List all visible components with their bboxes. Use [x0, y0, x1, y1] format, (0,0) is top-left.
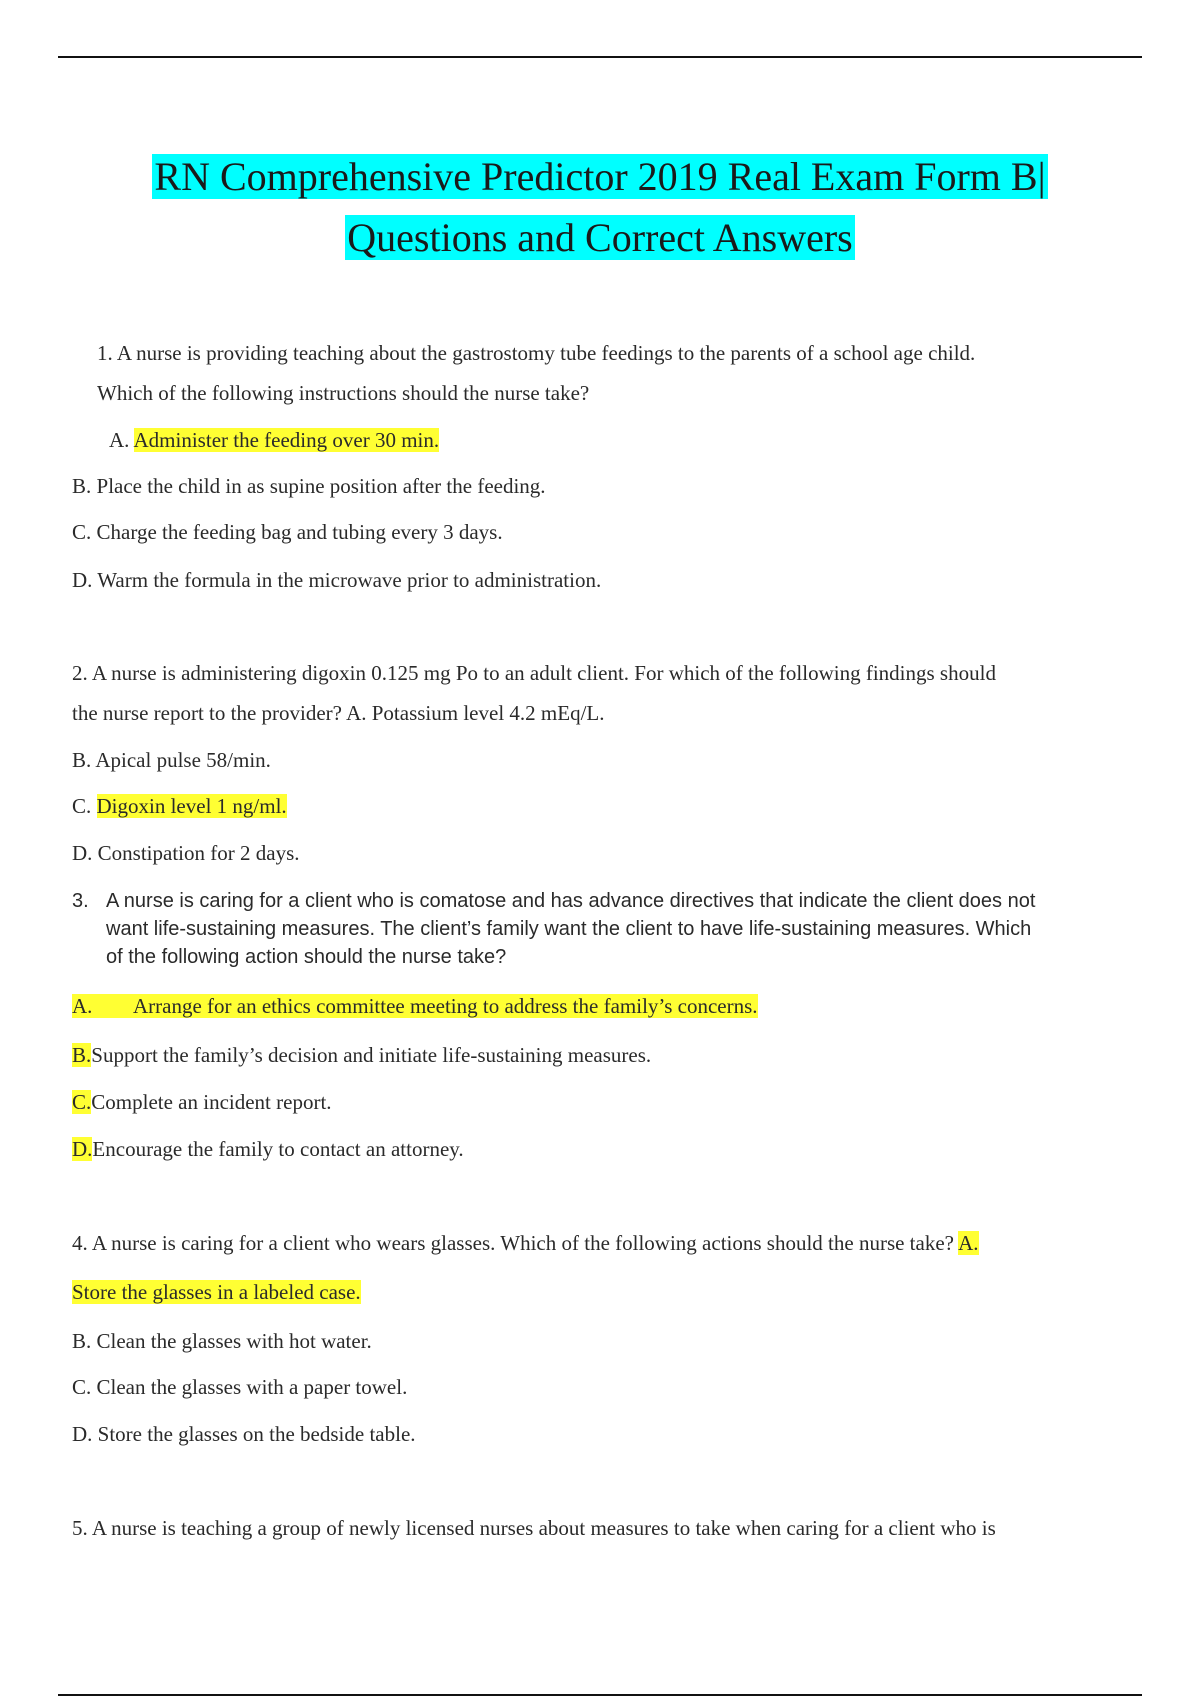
q1-stem-line-1: 1. A nurse is providing teaching about the gastrostomy tube feedings to the parents of a school age child. — [97, 341, 976, 365]
q4-option-b — [72, 1327, 372, 1355]
q2-option-b — [72, 746, 271, 774]
q1-stem-line-2: Which of the following instructions should the nurse take? — [97, 381, 590, 405]
option-letter: B. — [72, 474, 92, 498]
option-text: Store the glasses on the bedside table. — [97, 1422, 416, 1446]
bottom-rule — [58, 1694, 1142, 1696]
option-text: Clean the glasses with a paper towel. — [96, 1375, 408, 1399]
q4-option-d — [72, 1420, 416, 1448]
document-title — [0, 146, 1200, 268]
q5-stem-line-1: 5. A nurse is teaching a group of newly licensed nurses about measures to take when caring for a client who is — [72, 1516, 996, 1540]
option-letter: D. — [72, 841, 93, 865]
answer-text-highlighted: Store the glasses in a labeled case. — [72, 1280, 361, 1304]
q1-option-d — [72, 566, 601, 594]
q3-option-c — [72, 1088, 332, 1116]
q3-option-d — [72, 1135, 464, 1163]
q1-option-a — [109, 426, 439, 454]
option-letter: C. — [72, 520, 92, 544]
question-number: 3. — [72, 890, 89, 912]
option-letter-highlighted: B. — [72, 1043, 92, 1067]
q3-stem-line-2: want life-sustaining measures. The client’s family want the client to have life-sustaining measures. Which — [106, 918, 1032, 940]
option-text: Warm the formula in the microwave prior to administration. — [97, 568, 602, 592]
option-letter-highlighted: D. — [72, 1137, 93, 1161]
q2-option-c — [72, 792, 287, 820]
option-text: Place the child in as supine position after the feeding. — [96, 474, 546, 498]
stem-text: A nurse is caring for a client who is comatose and has advance directives that indicate the client does not — [106, 890, 1036, 912]
option-letter: D. — [72, 1422, 93, 1446]
q2-stem-line-2: the nurse report to the provider? A. Potassium level 4.2 mEq/L. — [72, 701, 605, 725]
q3-stem-line-3: of the following action should the nurse take? — [106, 946, 507, 968]
q1-option-c — [72, 518, 503, 546]
q4-answer-line — [72, 1278, 361, 1306]
option-letter-highlighted: C. — [72, 1090, 92, 1114]
option-letter: B. — [72, 1329, 92, 1353]
option-text: Support the family’s decision and initiate life-sustaining measures. — [91, 1043, 652, 1067]
option-letter: B. — [72, 748, 92, 772]
option-text-highlighted: Administer the feeding over 30 min. — [133, 428, 440, 452]
q3-option-b — [72, 1041, 651, 1069]
option-letter: D. — [72, 568, 93, 592]
q4-stem-line-1 — [72, 1229, 979, 1257]
top-rule — [58, 56, 1142, 58]
option-letter: C. — [72, 1375, 92, 1399]
option-text: Complete an incident report. — [91, 1090, 332, 1114]
option-letter: A. — [109, 428, 130, 452]
option-text-highlighted: Digoxin level 1 ng/ml. — [96, 794, 287, 818]
q2-stem-line-1: 2. A nurse is administering digoxin 0.125 mg Po to an adult client. For which of the following findings should — [72, 661, 996, 685]
title-line-2: Questions and Correct Answers — [347, 215, 853, 260]
option-text: Apical pulse 58/min. — [95, 748, 271, 772]
q4-option-c — [72, 1373, 407, 1401]
stem-text: 4. A nurse is caring for a client who wears glasses. Which of the following actions should the nurse take? — [72, 1231, 954, 1255]
q2-option-d — [72, 839, 300, 867]
option-text: Constipation for 2 days. — [97, 841, 300, 865]
answer-letter-highlighted: A. — [958, 1231, 979, 1255]
option-text-highlighted: Arrange for an ethics committee meeting to address the family’s concerns. — [133, 994, 758, 1018]
q3-option-a — [72, 992, 758, 1020]
title-line-1: RN Comprehensive Predictor 2019 Real Exam Form B| — [154, 154, 1046, 199]
option-text: Clean the glasses with hot water. — [96, 1329, 372, 1353]
option-text: Charge the feeding bag and tubing every 3 days. — [96, 520, 503, 544]
q1-option-b — [72, 472, 546, 500]
option-letter: C. — [72, 794, 92, 818]
option-text: Encourage the family to contact an attorney. — [92, 1137, 464, 1161]
q3-stem-line-1 — [72, 888, 1035, 914]
option-letter: A. — [72, 994, 93, 1018]
